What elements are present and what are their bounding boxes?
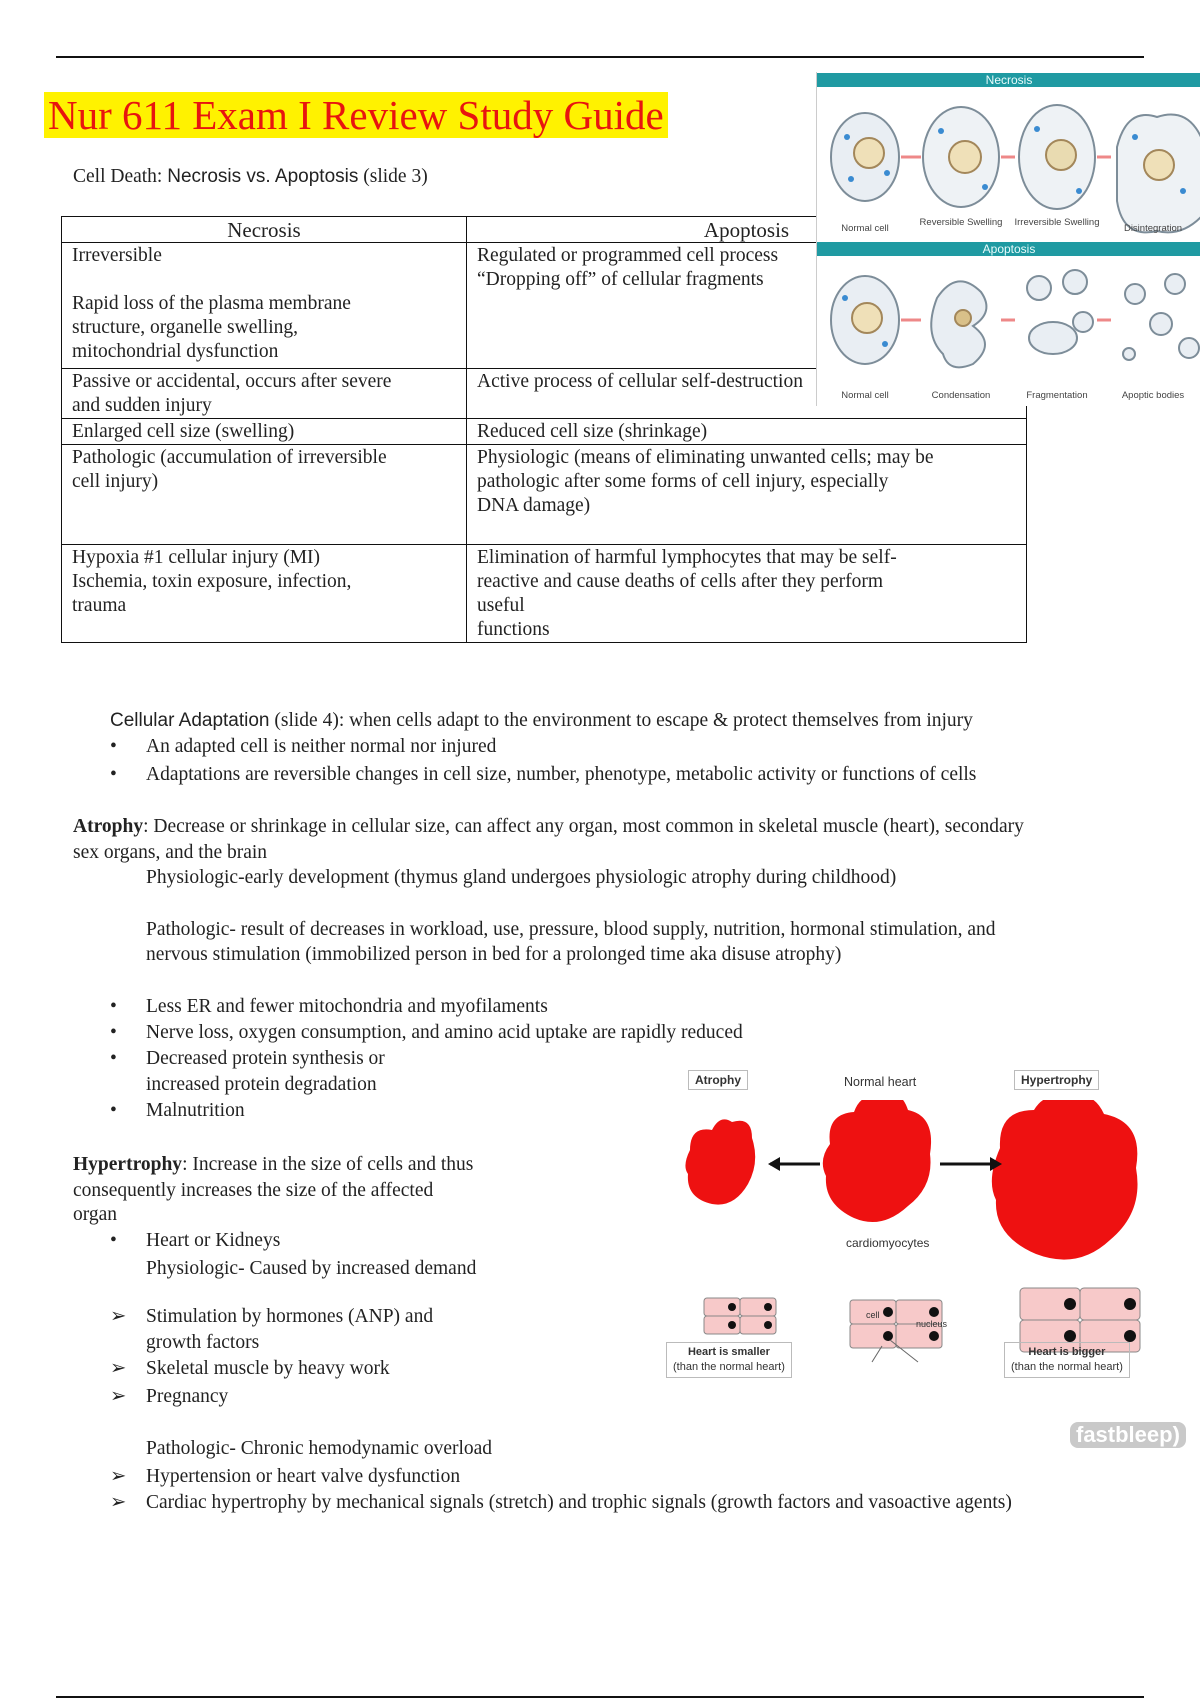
smaller-line: Heart is smaller [687, 1346, 770, 1358]
swollen-cell-icon [923, 107, 999, 207]
necrosis-apoptosis-figure [816, 72, 1200, 406]
cell-line: functions [477, 619, 550, 640]
cell-line: Enlarged cell size (swelling) [72, 421, 295, 442]
normal-cell-icon [831, 276, 899, 364]
cell-line: Ischemia, toxin exposure, infection, [72, 571, 352, 592]
large-heart-icon [992, 1100, 1138, 1260]
header-necrosis: Necrosis [62, 217, 467, 243]
atrophy-physiologic: Physiologic-early development (thymus gland undergoes physiologic atrophy during childhood) [146, 867, 897, 888]
table-row [62, 419, 1027, 445]
necrosis-label-disintegration: Disintegration [1123, 223, 1183, 234]
normal-cell-icon [831, 113, 899, 201]
necrosis-cell [62, 545, 467, 643]
top-rule [56, 56, 1144, 58]
apoptosis-cells-illustration [817, 258, 1200, 386]
necrosis-cell [62, 419, 467, 445]
small-cardiomyocytes-icon [704, 1298, 776, 1334]
cell-line: DNA damage) [477, 495, 591, 516]
cellular-adaptation-term: Cellular Adaptation [110, 710, 270, 731]
cell-line: reactive and cause deaths of cells after they perform [477, 571, 884, 592]
cell-label: cell [866, 1310, 880, 1320]
heart-bigger-caption [1004, 1342, 1130, 1378]
apoptotic-bodies-icon [1123, 274, 1199, 360]
cell-line: trauma [72, 595, 127, 616]
normal-heart-icon [823, 1100, 931, 1222]
right-arrow-icon [940, 1157, 1002, 1171]
hypertrophy-term: Hypertrophy [73, 1154, 183, 1175]
cell-line: pathologic after some forms of cell injury, especially [477, 471, 889, 492]
cell-line: Active process of cellular self-destruction [477, 371, 803, 392]
necrosis-band: Necrosis [817, 73, 1200, 87]
nucleus-label: nucleus [916, 1319, 948, 1329]
apoptosis-label-fragmentation: Fragmentation [1026, 390, 1088, 401]
condensed-cell-icon [931, 281, 986, 367]
heart-size-figure [660, 1060, 1200, 1460]
normal-heart-label: Normal heart [844, 1075, 917, 1089]
fragmenting-cell-icon [1027, 270, 1093, 354]
cell-line: cell injury) [72, 471, 159, 492]
arrow-bullet-icon: ➢ [110, 1492, 127, 1513]
atrophy-definition [73, 815, 1024, 839]
cell-line: Hypoxia #1 cellular injury (MI) [72, 547, 321, 568]
arrow-bullet-icon: ➢ [110, 1306, 127, 1327]
cell-line: Rapid loss of the plasma membrane [72, 293, 351, 314]
apoptosis-cell [467, 419, 1027, 445]
hypertrophy-pathologic: Pathologic- Chronic hemodynamic overload [146, 1438, 493, 1459]
cell-line: Passive or accidental, occurs after severe [72, 371, 392, 392]
smaller-line-2: (than the normal heart) [673, 1361, 785, 1373]
apoptosis-band: Apoptosis [817, 242, 1200, 256]
necrosis-label-irreversible: Irreversible Swelling [1014, 217, 1100, 228]
normal-cardiomyocytes-icon [850, 1300, 942, 1362]
hypertrophy-physiologic: Physiologic- Caused by increased demand [146, 1258, 477, 1279]
atrophy-pathologic: Pathologic- result of decreases in workload, use, pressure, blood supply, nutrition, hormonal stimulation, and [146, 919, 996, 940]
necrosis-cell [62, 445, 467, 545]
table-row [62, 545, 1027, 643]
disintegrated-cell-icon [1117, 115, 1200, 233]
cardiomyocytes-label: cardiomyocytes [846, 1236, 930, 1250]
left-arrow-icon [768, 1157, 820, 1171]
cell-line: “Dropping off” of cellular fragments [477, 269, 764, 290]
atrophy-definition-text: : Decrease or shrinkage in cellular size, can affect any organ, most common in skeletal muscle (heart), secondary [143, 816, 1024, 837]
atrophy-pathologic-cont: nervous stimulation (immobilized person in bed for a prolonged time aka disuse atrophy) [146, 944, 842, 965]
cell-line: structure, organelle swelling, [72, 317, 298, 338]
cell-line: Reduced cell size (shrinkage) [477, 421, 708, 442]
necrosis-cell [62, 369, 467, 419]
cellular-adaptation-heading [110, 709, 973, 733]
hypertrophy-definition [73, 1153, 473, 1177]
heart-smaller-caption [666, 1342, 792, 1378]
cell-death-slide: (slide 3) [363, 166, 428, 187]
atrophy-term: Atrophy [73, 816, 144, 837]
header-apoptosis: Apoptosis [467, 217, 1027, 243]
cell-death-topic: Necrosis vs. Apoptosis [167, 166, 359, 187]
cell-line: Physiologic (means of eliminating unwanted cells; may be [477, 447, 934, 468]
apoptosis-label-bodies: Apoptic bodies [1121, 390, 1185, 401]
hypertrophy-label: Hypertrophy [1014, 1070, 1099, 1090]
cell-line: Regulated or programmed cell process [477, 245, 779, 266]
atrophy-definition-cont: sex organs, and the brain [73, 842, 268, 863]
cell-line: and sudden injury [72, 395, 212, 416]
cell-spacer [72, 268, 456, 292]
hypertrophy-definition-cont: consequently increases the size of the affected [73, 1180, 434, 1201]
cell-line: Pathologic (accumulation of irreversible [72, 447, 387, 468]
cell-line: Irreversible [72, 245, 162, 266]
arrow-bullet-icon: ➢ [110, 1358, 127, 1379]
cell-death-label: Cell Death: [73, 166, 163, 187]
cell-death-heading [73, 165, 428, 189]
cell-line: Elimination of harmful lymphocytes that may be self- [477, 547, 897, 568]
irreversible-cell-icon [1019, 105, 1095, 209]
apoptosis-cell [467, 545, 1027, 643]
necrosis-label-reversible: Reversible Swelling [919, 217, 1003, 228]
small-heart-icon [685, 1119, 755, 1204]
arrow-bullet-icon: ➢ [110, 1466, 127, 1487]
cell-line: useful [477, 595, 525, 616]
atrophy-label: Atrophy [688, 1070, 748, 1090]
table-row [62, 445, 1027, 545]
hypertrophy-definition-text: : Increase in the size of cells and thus [182, 1154, 474, 1175]
bigger-line: Heart is bigger [1028, 1346, 1106, 1358]
apoptosis-cell [467, 445, 1027, 545]
cellular-adaptation-slide: (slide 4): when cells adapt to the environment to escape & protect themselves from injury [274, 710, 973, 731]
necrosis-label-normal: Normal cell [841, 223, 889, 234]
page-title: Nur 611 Exam I Review Study Guide [44, 92, 668, 138]
fastbleep-watermark: fastbleep) [1070, 1422, 1186, 1448]
bottom-rule [56, 1696, 1144, 1698]
apoptosis-label-normal: Normal cell [841, 390, 889, 401]
necrosis-cell [62, 243, 467, 369]
hearts-illustration [660, 1100, 1200, 1440]
apoptosis-label-condensation: Condensation [931, 390, 991, 401]
hypertrophy-definition-cont2: organ [73, 1204, 118, 1225]
arrow-bullet-icon: ➢ [110, 1386, 127, 1407]
bigger-line-2: (than the normal heart) [1011, 1361, 1123, 1373]
cell-line: mitochondrial dysfunction [72, 341, 279, 362]
